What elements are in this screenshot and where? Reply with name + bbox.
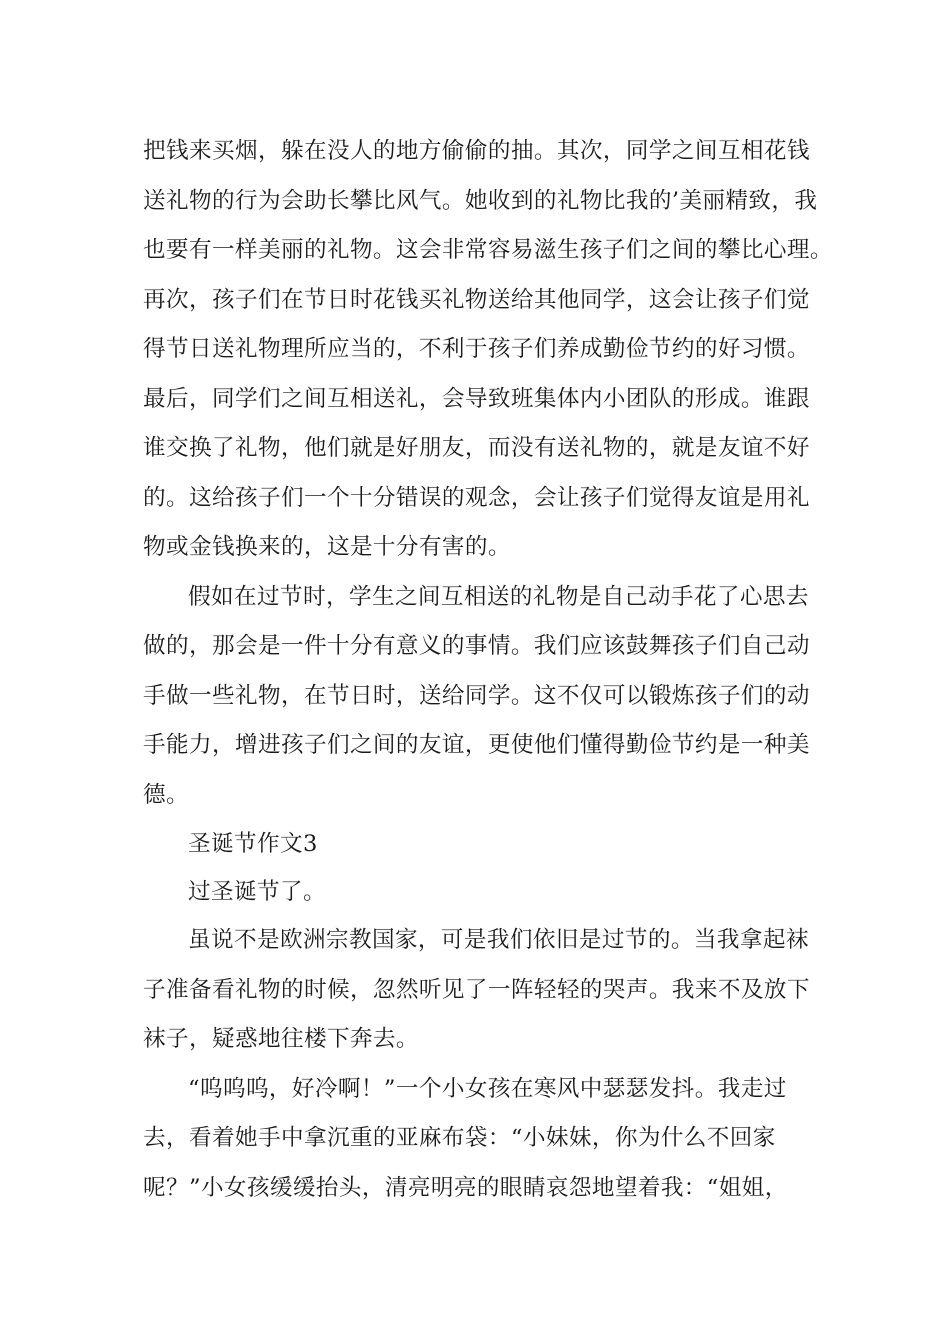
paragraph-start-line: 过圣诞节了。 <box>188 879 326 905</box>
text-line: 做的，那会是一件十分有意义的事情。我们应该鼓舞孩子们自己动 <box>143 633 810 659</box>
text-line: 最后，同学们之间互相送礼，会导致班集体内小团队的形成。谁跟 <box>143 385 810 412</box>
text-line: 把钱来买烟，躲在没人的地方偷偷的抽。其次，同学之间互相花钱 <box>143 138 810 164</box>
text-line: 送礼物的行为会助长攀比风气。她收到的礼物比我的’美丽精致，我 <box>143 187 818 214</box>
text-line: 手做一些礼物，在节日时，送给同学。这不仅可以锻炼孩子们的动 <box>143 682 810 709</box>
section-heading: 圣诞节作文3 <box>188 831 318 857</box>
text-line: 去，看着她手中拿沉重的亚麻布袋：“小妹妹，你为什么不回家 <box>143 1125 776 1151</box>
paragraph-start-line: 假如在过节时，学生之间互相送的礼物是自己动手花了心思去 <box>188 583 809 610</box>
text-line: 呢？”小女孩缓缓抬头，清亮明亮的眼睛哀怨地望着我：“姐姐， <box>143 1174 788 1201</box>
text-line: 也要有一样美丽的礼物。这会非常容易滋生孩子们之间的攀比心理。 <box>143 237 833 263</box>
document-body <box>143 127 833 1213</box>
text-line: 得节日送礼物理所应当的，不利于孩子们养成勤俭节约的好习惯。 <box>143 336 810 362</box>
text-line: 德。 <box>143 781 189 808</box>
text-line: 再次，孩子们在节日时花钱买礼物送给其他同学，这会让孩子们觉 <box>143 286 810 313</box>
text-line: 谁交换了礼物，他们就是好朋友，而没有送礼物的，就是友谊不好 <box>143 435 810 461</box>
paragraph-start-line: “呜呜呜，好冷啊！”一个小女孩在寒风中瑟瑟发抖。我走过 <box>188 1075 787 1102</box>
text-line: 袜子，疑惑地往楼下奔去。 <box>143 1026 419 1052</box>
text-line: 手能力，增进孩子们之间的友谊，更使他们懂得勤俭节约是一种美 <box>143 732 810 758</box>
text-line: 子准备看礼物的时候，忽然听见了一阵轻轻的哭声。我来不及放下 <box>143 976 810 1003</box>
paragraph-start-line: 虽说不是欧洲宗教国家，可是我们依旧是过节的。当我拿起袜 <box>188 927 809 953</box>
text-line: 物或金钱换来的，这是十分有害的。 <box>143 534 511 560</box>
text-line: 的。这给孩子们一个十分错误的观念，会让孩子们觉得友谊是用礼 <box>143 484 810 511</box>
